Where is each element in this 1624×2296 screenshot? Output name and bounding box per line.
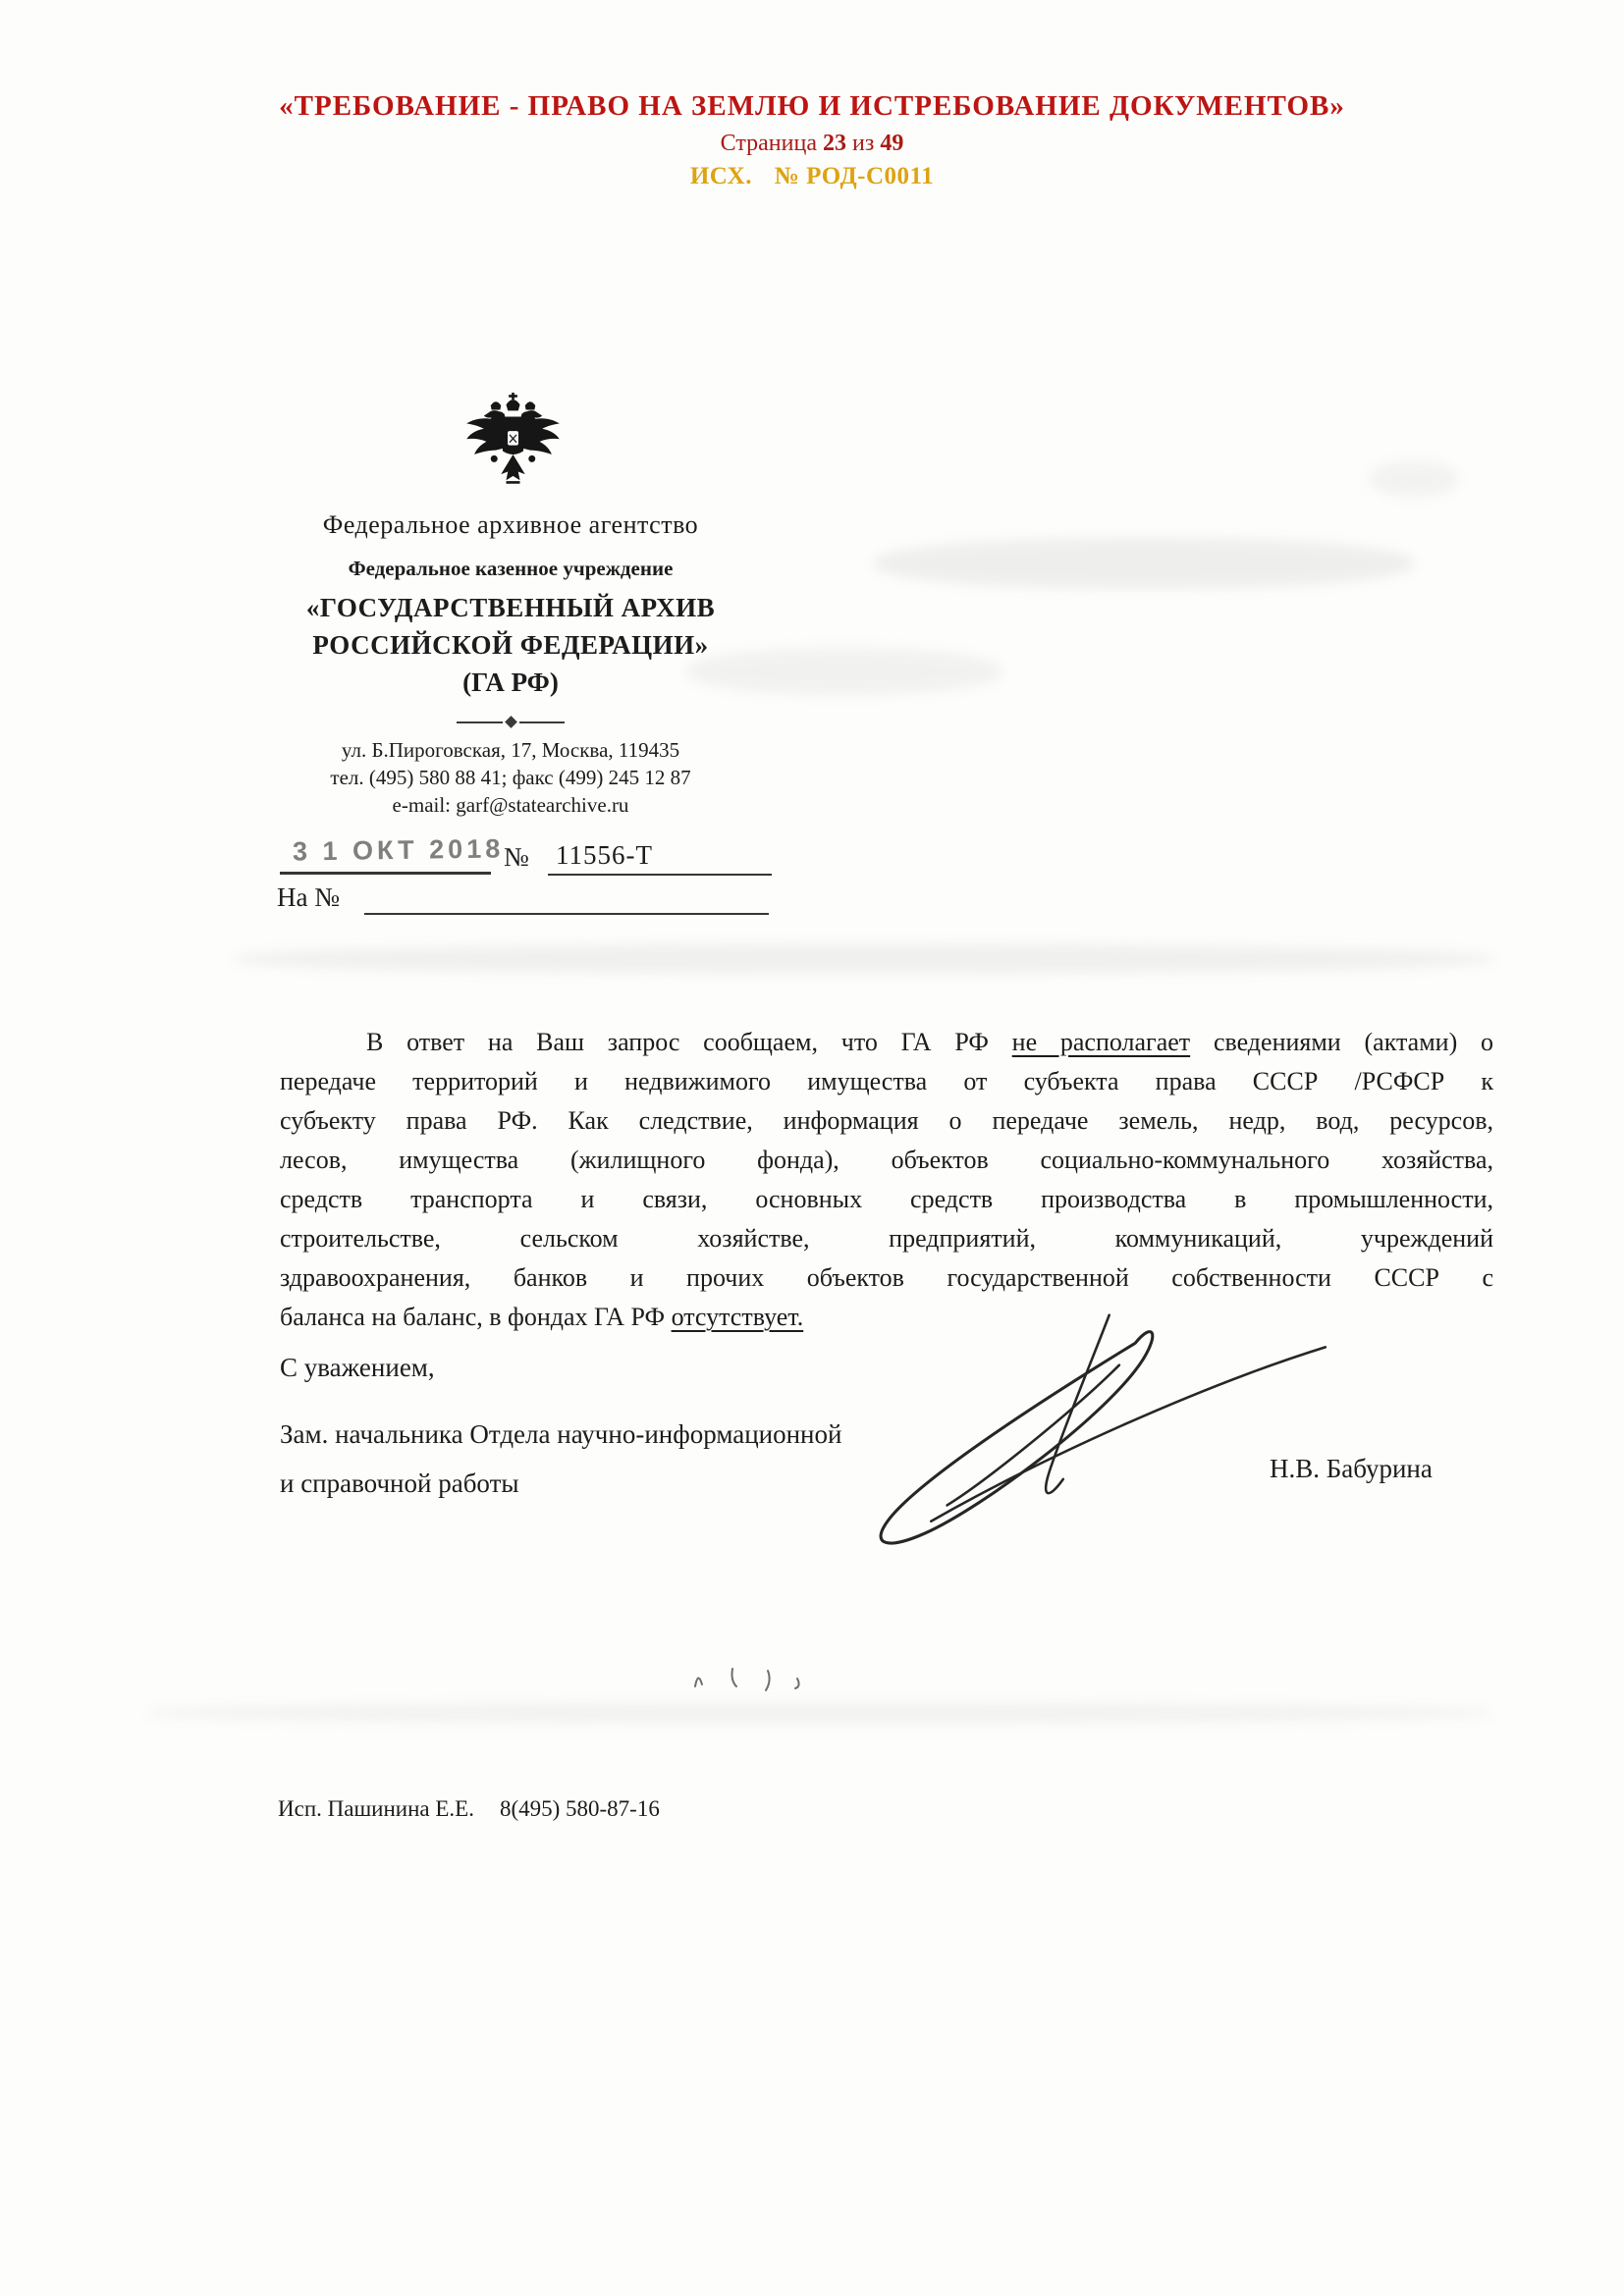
divider-diamond-icon: [505, 716, 517, 728]
number-underline: [548, 874, 772, 876]
executor-name: Исп. Пашинина Е.Е.: [278, 1796, 474, 1821]
executor-phone: 8(495) 580-87-16: [499, 1796, 660, 1821]
double-headed-eagle-icon: [461, 393, 565, 496]
body-line: здравоохранения, банков и прочих объектов государственной собственности СССР с: [280, 1263, 1493, 1292]
agency-name: Федеральное архивное агентство: [322, 510, 699, 539]
institution-abbreviation: (ГА РФ): [462, 667, 559, 697]
body-paragraph: [280, 1023, 1493, 1337]
outgoing-ref: [0, 163, 1624, 190]
outgoing-number-label: №: [504, 842, 529, 872]
divider-bar: [519, 721, 566, 723]
handwritten-signature: [813, 1306, 1333, 1559]
outgoing-ref-label: ИСХ.: [689, 163, 752, 189]
body-line: баланса на баланс, в фондах ГА РФ отсутствует.: [280, 1303, 804, 1331]
signer-title-line2: и справочной работы: [280, 1468, 519, 1498]
reply-number-underline: [364, 913, 769, 915]
body-line: лесов, имущества (жилищного фонда), объектов социально-коммунального хозяйства,: [280, 1146, 1493, 1174]
outgoing-ref-number: № РОД-С0011: [774, 163, 935, 189]
address-line: ул. Б.Пироговская, 17, Москва, 119435: [341, 738, 680, 762]
document-title: «ТРЕБОВАНИЕ - ПРАВО НА ЗЕМЛЮ И ИСТРЕБОВАНИЕ ДОКУМЕНТОВ»: [279, 90, 1345, 122]
phone-fax-line: тел. (495) 580 88 41; факс (499) 245 12 87: [330, 766, 691, 789]
scan-smudge: [147, 1703, 1492, 1723]
scan-smudge: [874, 538, 1414, 589]
signer-title-line1: Зам. начальника Отдела научно-информационной: [280, 1419, 842, 1449]
institution-type: Федеральное казенное учреждение: [348, 557, 674, 580]
scan-smudge: [236, 944, 1492, 974]
closing-regards: С уважением,: [280, 1353, 435, 1382]
letterhead-divider: [457, 718, 565, 726]
body-line: передаче территорий и недвижимого имущества от субъекта права СССР /РСФСР к: [280, 1067, 1493, 1095]
body-line: субъекту права РФ. Как следствие, информация о передаче земель, недр, вод, ресурсов,: [280, 1106, 1493, 1135]
email-line: e-mail: garf@statearchive.ru: [392, 793, 629, 817]
scan-smudge: [687, 648, 1001, 695]
signer-name: Н.В. Бабурина: [1270, 1454, 1433, 1483]
pen-marks: [687, 1659, 844, 1698]
institution-name-line2: РОССИЙСКОЙ ФЕДЕРАЦИИ»: [312, 630, 709, 660]
divider-bar: [457, 721, 503, 723]
date-stamp: 3 1 ОКТ 2018: [292, 833, 505, 867]
body-line: средств транспорта и связи, основных средств производства в промышленности,: [280, 1185, 1493, 1213]
page-number: 23: [822, 131, 846, 156]
institution-name-line1: «ГОСУДАРСТВЕННЫЙ АРХИВ: [305, 593, 716, 622]
page-indicator: [0, 131, 1624, 157]
body-line: строительстве, сельском хозяйстве, предприятий, коммуникаций, учреждений: [280, 1224, 1493, 1253]
reply-number-label: На №: [277, 882, 340, 912]
page-header: [0, 90, 1624, 190]
page-label: Страница: [720, 131, 817, 156]
body-line: В ответ на Ваш запрос сообщаем, что ГА РФ не располагает сведениями (актами) о: [366, 1028, 1493, 1056]
scan-smudge: [1370, 461, 1458, 497]
executor-line: [278, 1796, 660, 1822]
page-of-label: из: [851, 131, 875, 156]
page-total: 49: [880, 131, 904, 156]
date-underline: [280, 872, 491, 875]
institution-name: [241, 589, 781, 664]
outgoing-number-value: 11556-Т: [556, 840, 653, 870]
